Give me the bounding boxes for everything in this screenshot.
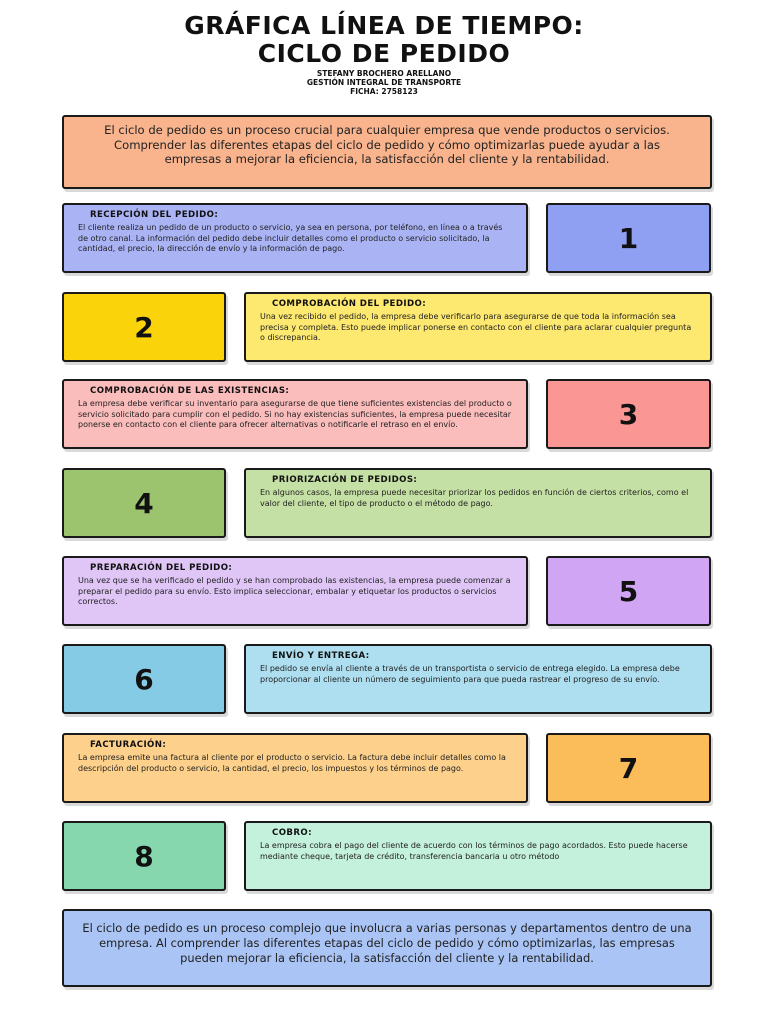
step-description: El pedido se envía al cliente a través de un transportista o servicio de entrega elegido. La empresa debe proporcionar al cliente un número de seguimiento para que pueda rastrear el progreso de su envío. [260,664,680,684]
step-description: Una vez recibido el pedido, la empresa debe verificarlo para asegurarse de que toda la información sea precisa y completa. Esto puede implicar ponerse en contacto con el cliente para aclarar cualquier pregunta o discrepancia. [260,312,692,343]
step-card-8 [244,821,712,891]
conclusion-box: El ciclo de pedido es un proceso complejo que involucra a varias personas y departamentos dentro de una empresa. Al comprender las diferentes etapas del ciclo de pedido y cómo optimizarlas, las empresas pueden mejorar la eficiencia, la satisfacción del cliente y la rentabilidad. [62,909,712,987]
step-number-7: 7 [546,733,711,803]
ficha-number: FICHA: 2758123 [350,87,418,96]
page-title-line-1: GRÁFICA LÍNEA DE TIEMPO: [184,11,584,40]
step-title: ENVÍO Y ENTREGA: [272,651,370,661]
step-title: PREPARACIÓN DEL PEDIDO: [90,563,233,573]
step-number-1: 1 [546,203,711,273]
step-card-5 [62,556,528,626]
step-number-4: 4 [62,468,226,538]
step-description: En algunos casos, la empresa puede necesitar priorizar los pedidos en función de ciertos criterios, como el valor del cliente, el tipo de producto o el método de pago. [260,488,689,508]
step-description: La empresa cobra el pago del cliente de acuerdo con los términos de pago acordados. Esto puede hacerse mediante cheque, tarjeta de crédito, transferencia bancaria u otro método [260,841,688,861]
step-number-6: 6 [62,644,226,714]
step-card-1 [62,203,528,273]
step-number-5: 5 [546,556,711,626]
step-title: FACTURACIÓN: [90,740,167,750]
page-title-line-2: CICLO DE PEDIDO [257,39,511,68]
step-description: La empresa emite una factura al cliente por el producto o servicio. La factura debe incluir detalles como la descripción del producto o servicio, la cantidad, el precio, los impuestos y los términos de pago. [78,753,506,773]
intro-box: El ciclo de pedido es un proceso crucial para cualquier empresa que vende productos o servicios. Comprender las diferentes etapas del ciclo de pedido y cómo optimizarlas puede ayudar a las empresas a mejorar la eficiencia, la satisfacción del cliente y la rentabilidad. [62,115,712,189]
step-card-3 [62,379,528,449]
author-name: STEFANY BROCHERO ARELLANO [316,69,452,78]
step-card-2 [244,292,712,362]
step-card-4 [244,468,712,538]
step-title: COBRO: [272,828,312,838]
program-name: GESTIÓN INTEGRAL DE TRANSPORTE [306,78,462,87]
step-description: La empresa debe verificar su inventario para asegurarse de que tiene suficientes existencias del producto o servicio solicitado para cumplir con el pedido. Si no hay existencias suficientes, la empresa puede necesitar ponerse en contacto con el cliente para ofrecer alternativas o notificarle el retraso en el envío. [78,399,512,430]
step-number-8: 8 [62,821,226,891]
step-description: El cliente realiza un pedido de un producto o servicio, ya sea en persona, por teléfono, en línea o a través de otro canal. La información del pedido debe incluir detalles como el producto o servicio solicitado, la cantidad, el precio, la dirección de envío y la información de pago. [78,223,503,254]
step-card-6 [244,644,712,714]
step-title: RECEPCIÓN DEL PEDIDO: [90,210,219,220]
step-title: COMPROBACIÓN DE LAS EXISTENCIAS: [90,386,290,396]
step-title: COMPROBACIÓN DEL PEDIDO: [272,299,427,309]
step-card-7 [62,733,528,803]
step-number-2: 2 [62,292,226,362]
step-number-3: 3 [546,379,711,449]
step-title: PRIORIZACIÓN DE PEDIDOS: [272,475,418,485]
step-description: Una vez que se ha verificado el pedido y se han comprobado las existencias, la empresa puede comenzar a preparar el pedido para su envío. Esto implica seleccionar, embalar y etiquetar los productos o servicios correctos. [78,576,511,607]
